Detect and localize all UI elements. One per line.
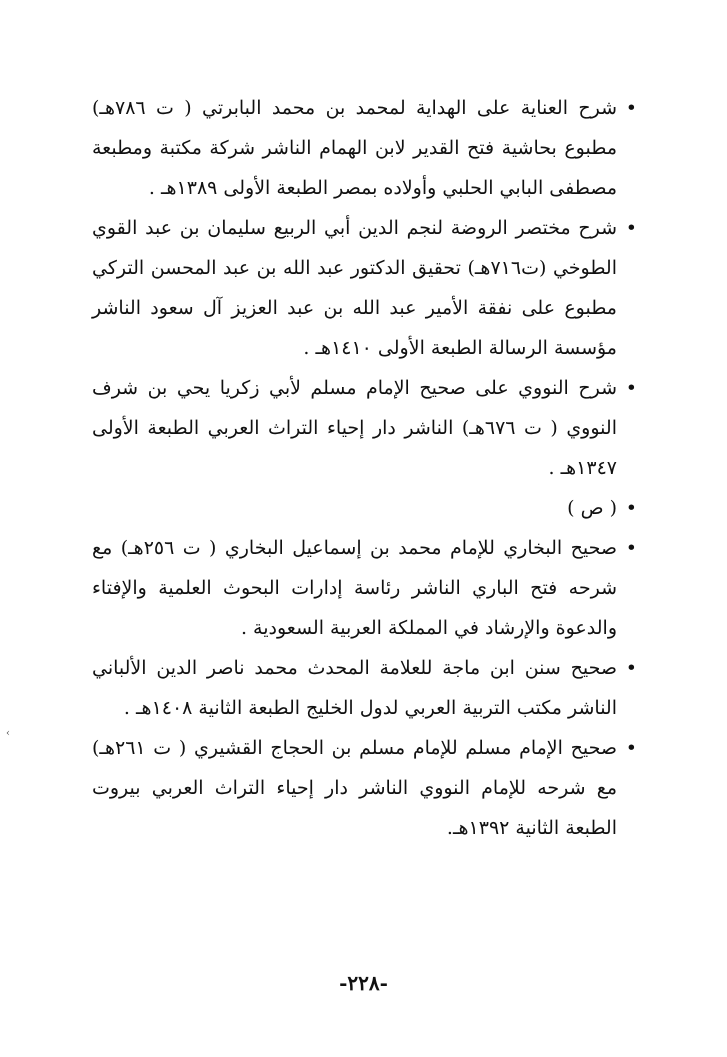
bullet-icon: • [625,737,637,759]
margin-mark: ‹ [6,728,10,739]
bullet-icon: • [625,377,637,399]
bibliography-entry [92,88,637,208]
entry-text: شرح مختصر الروضة لنجم الدين أبي الربيع سليمان بن عبد القوي الطوخي (ت٧١٦هـ) تحقيق الدكتور عبد الله بن عبد المحسن التركي مطبوع على نفقة الأمير عبد الله بن عبد العزيز آل سعود الناشر مؤسسة الرسالة الطبعة الأولى ١٤١٠هـ . [92,217,618,359]
entry-text: صحيح سنن ابن ماجة للعلامة المحدث محمد ناصر الدين الألباني الناشر مكتب التربية العربي لدول الخليج الطبعة الثانية ١٤٠٨هـ . [92,657,617,719]
bibliography-entry [92,368,637,488]
bibliography-entry [92,648,637,728]
bullet-icon: • [625,217,637,239]
bullet-icon: • [625,97,637,119]
bullet-icon: • [625,497,637,519]
section-letter-heading [92,488,637,528]
bullet-icon: • [625,537,637,559]
bullet-icon: • [625,657,637,679]
bibliography-entry [92,208,637,368]
entry-text: شرح النووي على صحيح الإمام مسلم لأبي زكريا يحي بن شرف النووي ( ت ٦٧٦هـ) الناشر دار إحياء التراث العربي الطبعة الأولى ١٣٤٧هـ . [92,377,617,479]
page-number: -٢٢٨- [339,971,388,995]
entry-text: ( ص ) [567,497,617,519]
bibliography-entry [92,528,637,648]
bibliography-list [92,88,637,848]
bibliography-entry [92,728,637,848]
entry-text: صحيح الإمام مسلم للإمام مسلم بن الحجاج القشيري ( ت ٢٦١هـ) مع شرحه للإمام النووي الناشر دار إحياء التراث العربي بيروت الطبعة الثانية ١٣٩٢هـ. [92,737,617,839]
entry-text: شرح العناية على الهداية لمحمد بن محمد البابرتي ( ت ٧٨٦هـ) مطبوع بحاشية فتح القدير لابن الهمام الناشر شركة مكتبة ومطبعة مصطفى البابي الحلبي وأولاده بمصر الطبعة الأولى ١٣٨٩هـ . [92,97,617,199]
entry-text: صحيح البخاري للإمام محمد بن إسماعيل البخاري ( ت ٢٥٦هـ) مع شرحه فتح الباري الناشر رئاسة إدارات البحوث العلمية والإفتاء والدعوة والإرشاد في المملكة العربية السعودية . [92,537,617,639]
